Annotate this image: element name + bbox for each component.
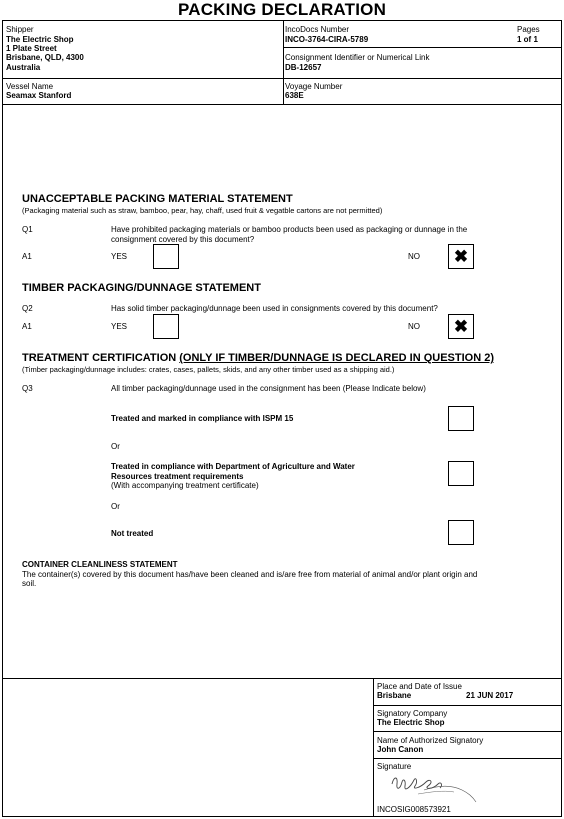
option-agriculture-line2: Resources treatment requirements bbox=[111, 472, 244, 481]
footer-column-divider bbox=[373, 678, 374, 817]
shipper-city: Brisbane, QLD, 4300 bbox=[6, 53, 84, 62]
vessel-label: Vessel Name bbox=[6, 82, 54, 91]
signatory-company-label: Signatory Company bbox=[377, 709, 448, 718]
or-2: Or bbox=[111, 502, 120, 511]
q3-question: All timber packaging/dunnage used in the consignment has been (Please Indicate below) bbox=[111, 384, 426, 393]
footer-divider-place bbox=[373, 705, 562, 706]
q2-yes-label: YES bbox=[111, 322, 128, 331]
treatment-note: (Timber packaging/dunnage includes: crates, cases, pallets, skids, and any other timber used as a shipping aid.) bbox=[22, 365, 395, 374]
q1-label: Q1 bbox=[22, 225, 33, 234]
header-divider-incodocs bbox=[283, 47, 562, 48]
q1-no-label: NO bbox=[408, 252, 420, 261]
ispm15-checkbox[interactable] bbox=[448, 406, 474, 431]
incodocs-number: INCO-3764-CIRA-5789 bbox=[285, 35, 369, 44]
place-value: Brisbane bbox=[377, 691, 412, 700]
pages-value: 1 of 1 bbox=[517, 35, 538, 44]
signature-id: INCOSIG008573921 bbox=[377, 805, 451, 814]
voyage-label: Voyage Number bbox=[285, 82, 343, 91]
treatment-heading-plain: TREATMENT CERTIFICATION bbox=[22, 352, 180, 364]
date-value: 21 JUN 2017 bbox=[466, 691, 514, 700]
q1-question-line2: consignment covered by this document? bbox=[111, 235, 255, 244]
option-agriculture-note: (With accompanying treatment certificate) bbox=[111, 481, 259, 490]
cleanliness-heading: CONTAINER CLEANLINESS STATEMENT bbox=[22, 560, 178, 569]
authorized-signatory-label: Name of Authorized Signatory bbox=[377, 736, 484, 745]
pages-label: Pages bbox=[517, 25, 540, 34]
q2-question: Has solid timber packaging/dunnage been used in consignments covered by this document? bbox=[111, 304, 438, 313]
q2-yes-checkbox[interactable] bbox=[153, 314, 179, 339]
q2-no-checkbox[interactable] bbox=[448, 314, 474, 339]
checked-x-icon: ✖ bbox=[453, 317, 469, 336]
incodocs-label: IncoDocs Number bbox=[285, 25, 350, 34]
unacceptable-note: (Packaging material such as straw, bamboo, pear, hay, chaff, used fruit & vegatble cartons are not permitted) bbox=[22, 206, 383, 215]
place-date-label: Place and Date of Issue bbox=[377, 682, 462, 691]
voyage-value: 638E bbox=[285, 91, 304, 100]
timber-heading: TIMBER PACKAGING/DUNNAGE STATEMENT bbox=[22, 282, 261, 294]
treatment-heading-underlined: (ONLY IF TIMBER/DUNNAGE IS DECLARED IN QUESTION 2) bbox=[179, 352, 494, 364]
authorized-signatory-value: John Canon bbox=[377, 745, 424, 754]
header-divider-vessel bbox=[3, 104, 562, 105]
option-agriculture-line1: Treated in compliance with Department of Agriculture and Water bbox=[111, 462, 355, 471]
q1-question-line1: Have prohibited packaging materials or bamboo products been used as packaging or dunnage in the bbox=[111, 225, 468, 234]
q2-no-label: NO bbox=[408, 322, 420, 331]
cleanliness-text-line1: The container(s) covered by this document has/have been cleaned and is/are free from material of animal and/or plant origin and bbox=[22, 570, 478, 579]
header-column-divider bbox=[283, 21, 284, 104]
consignment-label: Consignment Identifier or Numerical Link bbox=[285, 53, 430, 62]
q1-yes-label: YES bbox=[111, 252, 128, 261]
footer-divider-company bbox=[373, 731, 562, 732]
a1-label-q2: A1 bbox=[22, 322, 32, 331]
shipper-name: The Electric Shop bbox=[6, 35, 74, 44]
shipper-label: Shipper bbox=[6, 25, 34, 34]
signatory-company-value: The Electric Shop bbox=[377, 718, 445, 727]
or-1: Or bbox=[111, 442, 120, 451]
option-ispm15: Treated and marked in compliance with ISPM 15 bbox=[111, 414, 294, 423]
shipper-country: Australia bbox=[6, 63, 41, 72]
agriculture-checkbox[interactable] bbox=[448, 461, 474, 486]
unacceptable-heading: UNACCEPTABLE PACKING MATERIAL STATEMENT bbox=[22, 193, 293, 205]
footer-divider bbox=[3, 678, 562, 679]
q3-label: Q3 bbox=[22, 384, 33, 393]
signature-image bbox=[388, 770, 478, 804]
q1-yes-checkbox[interactable] bbox=[153, 244, 179, 269]
page-title: PACKING DECLARATION bbox=[177, 0, 387, 19]
footer-divider-signatory bbox=[373, 758, 562, 759]
a1-label: A1 bbox=[22, 252, 32, 261]
consignment-value: DB-12657 bbox=[285, 63, 322, 72]
vessel-value: Seamax Stanford bbox=[6, 91, 72, 100]
treatment-heading bbox=[22, 352, 494, 365]
shipper-street: 1 Plate Street bbox=[6, 44, 57, 53]
option-not-treated: Not treated bbox=[111, 529, 154, 538]
signature-label: Signature bbox=[377, 762, 412, 771]
q2-label: Q2 bbox=[22, 304, 33, 313]
checked-x-icon: ✖ bbox=[453, 247, 469, 266]
q1-no-checkbox[interactable] bbox=[448, 244, 474, 269]
cleanliness-text-line2: soil. bbox=[22, 579, 37, 588]
not-treated-checkbox[interactable] bbox=[448, 520, 474, 545]
